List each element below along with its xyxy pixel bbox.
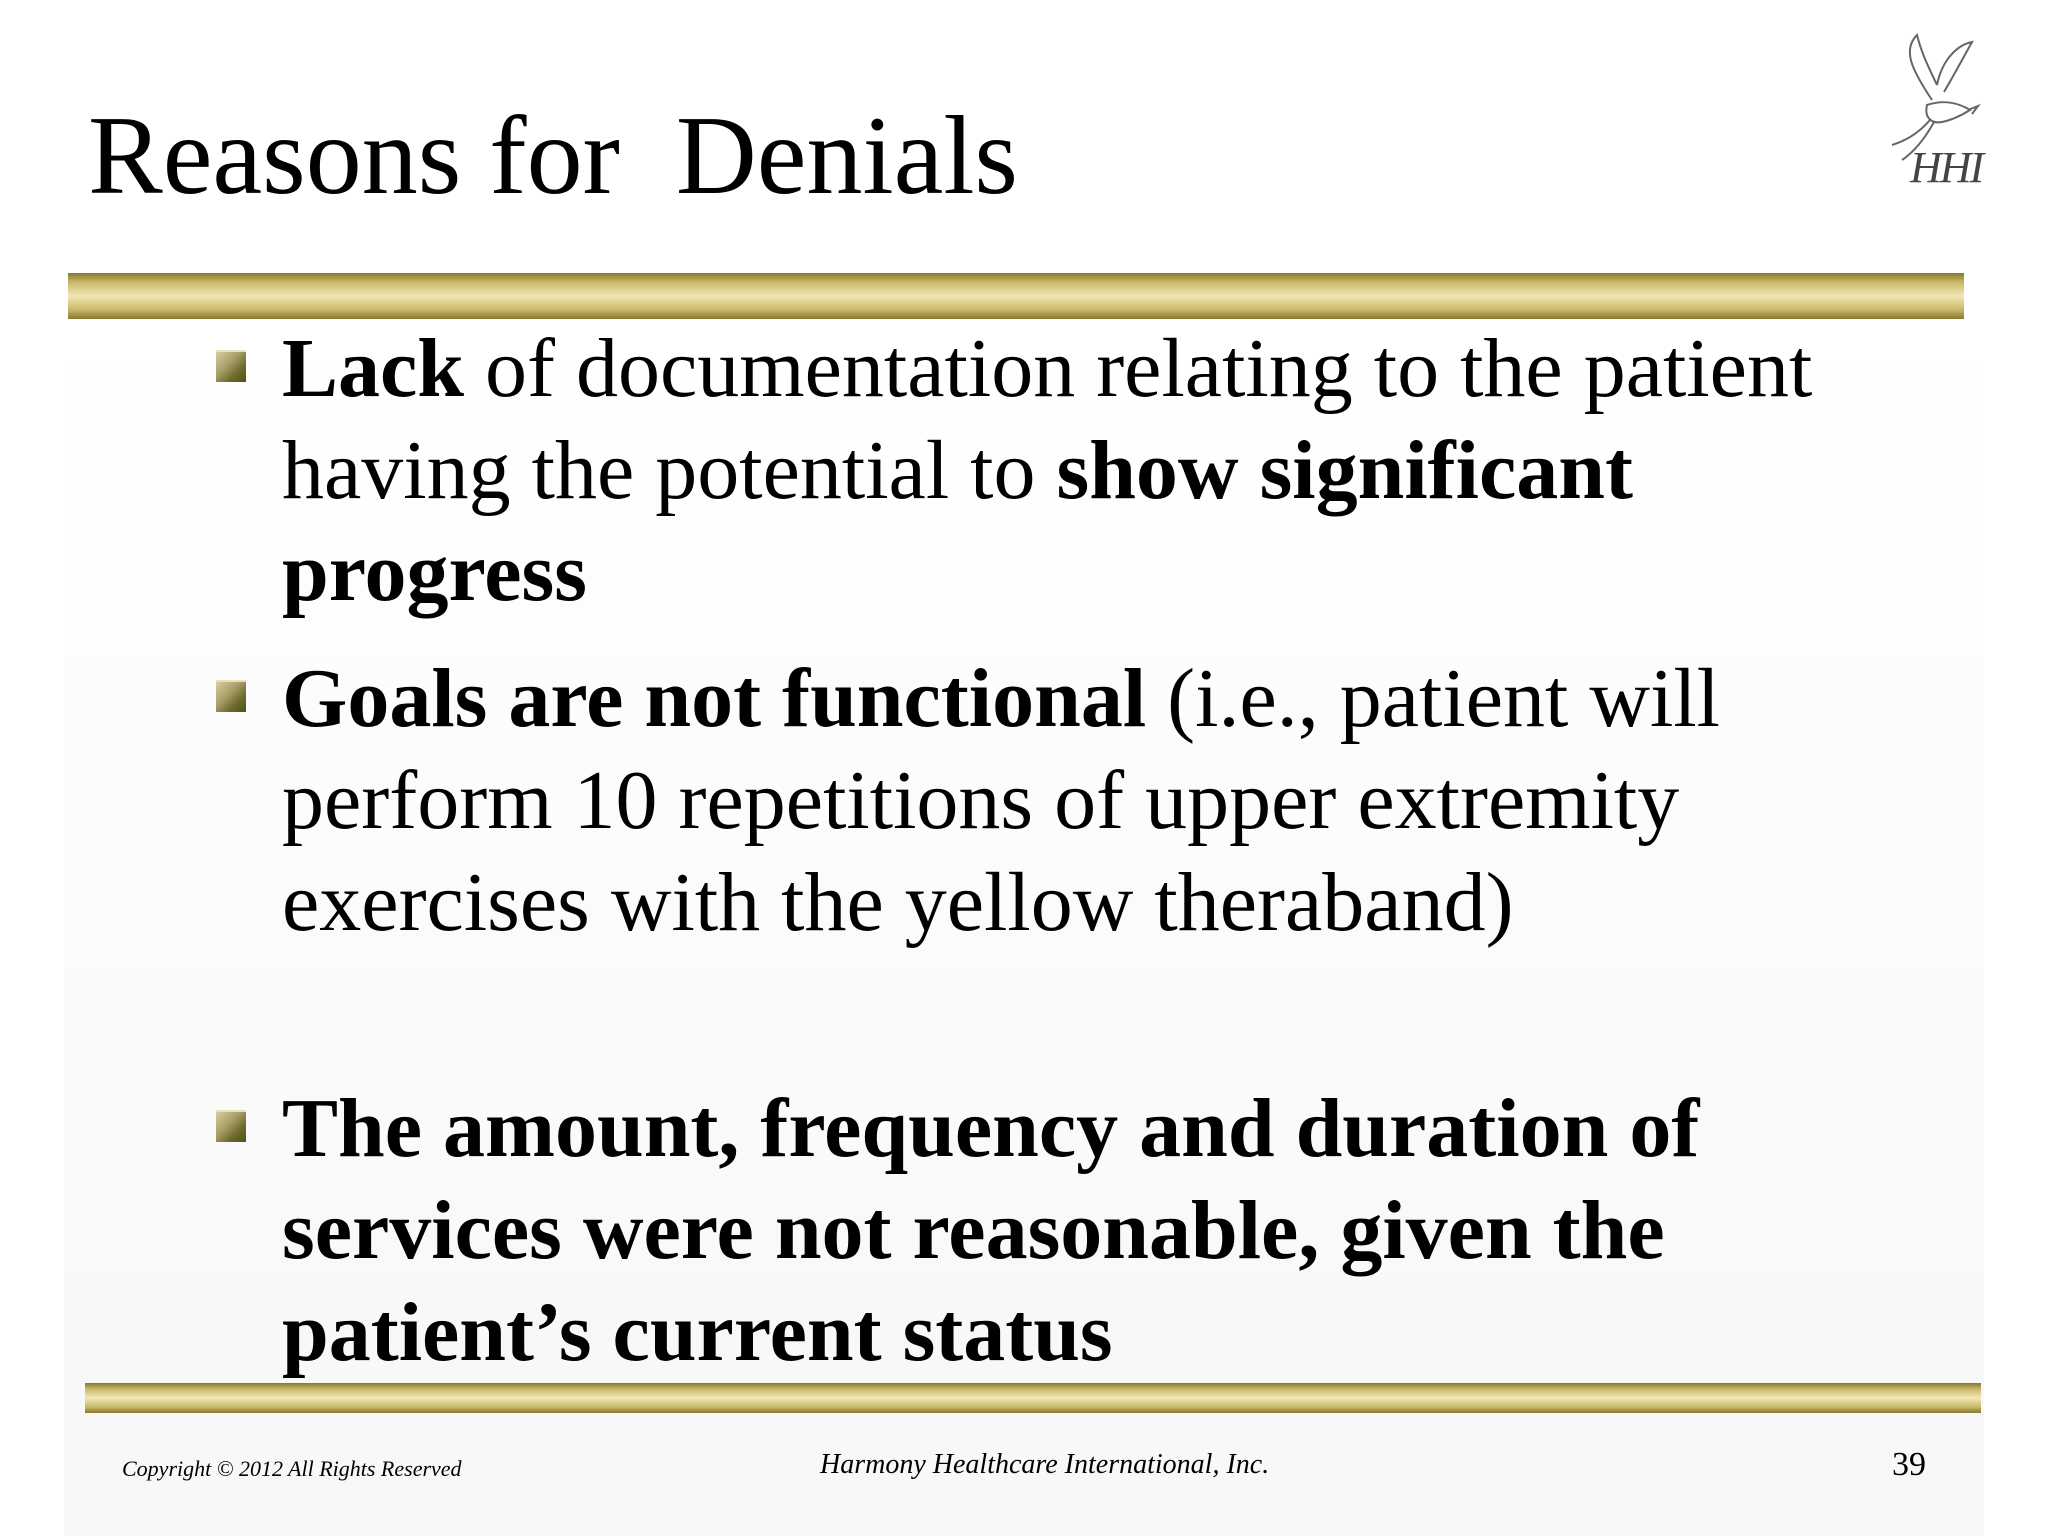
bottom-divider-bar xyxy=(85,1383,1981,1413)
square-bullet-icon xyxy=(216,680,246,712)
footer-company: Harmony Healthcare International, Inc. xyxy=(820,1449,1270,1480)
bullet-text: (i.e., patient will perform 10 repetitions of upper extremity exercises with the yellow theraband) xyxy=(282,652,1721,949)
bullet-item xyxy=(282,648,1842,954)
square-bullet-icon xyxy=(216,1110,246,1142)
bullet-item xyxy=(282,318,1842,624)
top-divider-bar xyxy=(68,273,1964,319)
page-number: 39 xyxy=(1892,1446,1926,1483)
bullet-text-bold: show significant progress xyxy=(282,424,1633,619)
bullet-text-bold: The amount, frequency and duration of services were not reasonable, given the patient’s current status xyxy=(282,1082,1700,1379)
slide-title: Reasons for Denials xyxy=(88,94,1019,218)
square-bullet-icon xyxy=(216,350,246,382)
footer-copyright: Copyright © 2012 All Rights Reserved xyxy=(122,1456,462,1481)
logo-text: HHI xyxy=(1910,143,1983,192)
bullet-text: of documentation relating to the patient having the potential to xyxy=(282,322,1813,517)
bullet-text-bold: Goals are not functional xyxy=(282,652,1147,745)
bullet-text-bold: Lack xyxy=(282,322,465,415)
bullet-item xyxy=(282,1078,1842,1384)
